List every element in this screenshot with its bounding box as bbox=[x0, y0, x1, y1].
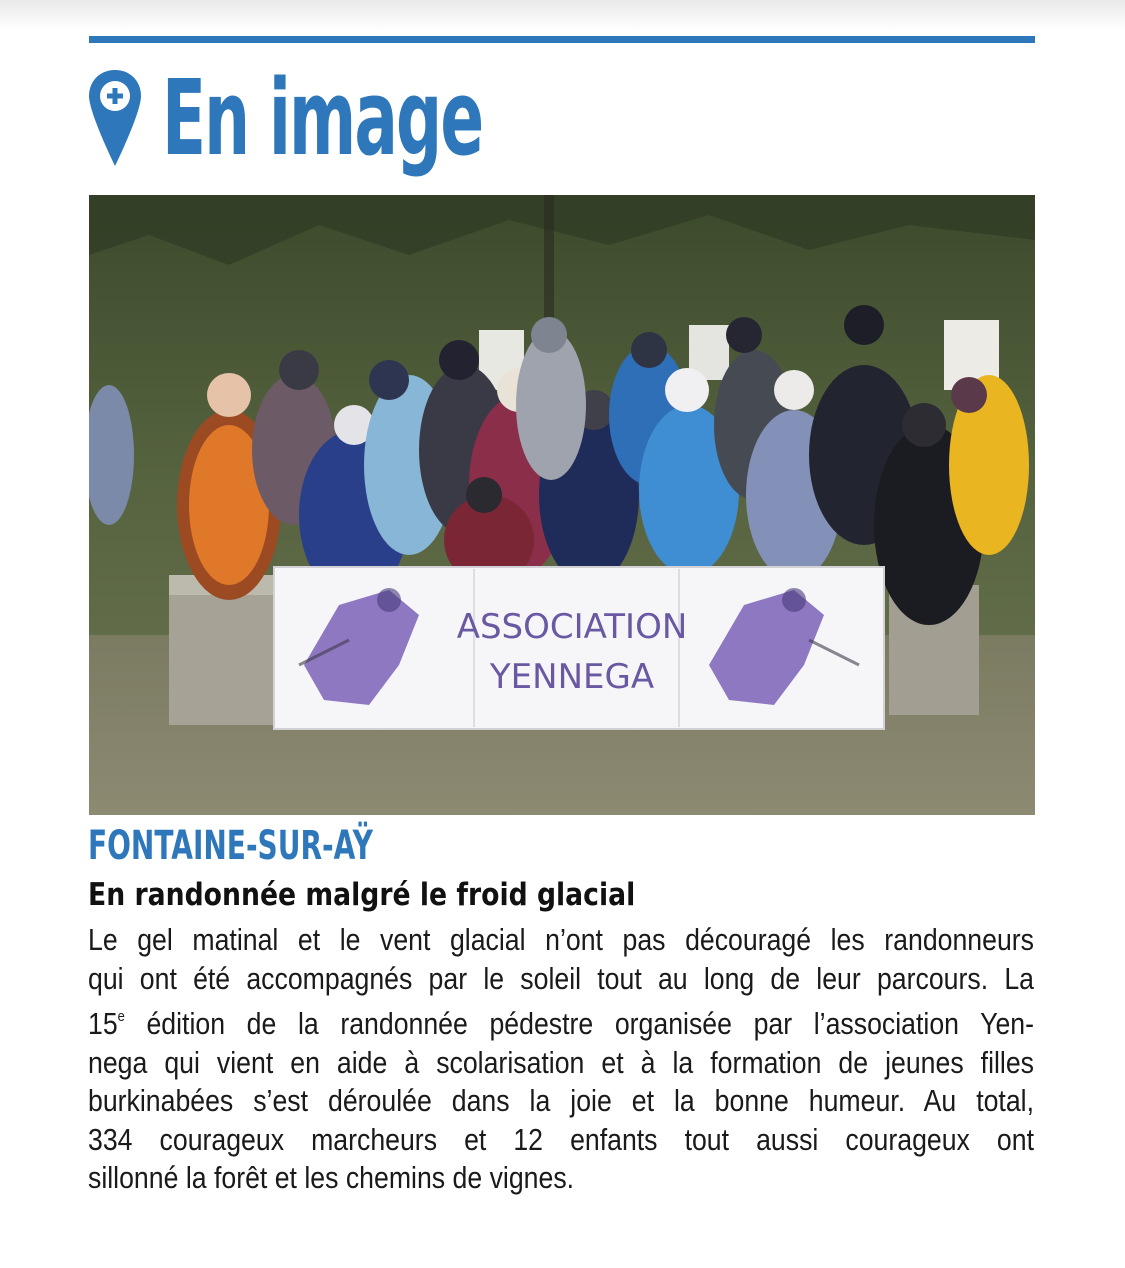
edition-number: 15 bbox=[88, 1006, 118, 1041]
body-line: nega qui vient en aide à scolarisation et à la formation de jeunes filles bbox=[88, 1044, 1034, 1080]
article-location: FONTAINE-SUR-AŸ bbox=[88, 823, 373, 869]
body-line: sillonné la forêt et les chemins de vignes. bbox=[88, 1160, 575, 1195]
body-line: 334 courageux marcheurs et 12 enfants tout aussi courageux ont bbox=[88, 1121, 1034, 1157]
banner-line-2: YENNEGA bbox=[489, 657, 655, 697]
map-pin-plus-icon bbox=[86, 66, 144, 170]
section-title: En image bbox=[162, 57, 483, 179]
page-top-shade bbox=[0, 0, 1125, 30]
article-headline: En randonnée malgré le froid glacial bbox=[88, 877, 636, 913]
banner-line-1: ASSOCIATION bbox=[456, 607, 688, 647]
body-line-text: édition de la randonnée pédestre organisée par l’association Yen- bbox=[124, 1006, 1035, 1041]
body-line: Le gel matinal et le vent glacial n’ont pas découragé les randonneurs bbox=[88, 922, 1034, 957]
section-top-rule bbox=[89, 36, 1035, 43]
ordinal-suffix: e bbox=[117, 1008, 125, 1025]
body-line bbox=[88, 998, 1034, 1044]
body-line: burkinabées s’est déroulée dans la joie et la bonne humeur. Au total, bbox=[88, 1083, 1034, 1118]
section-header bbox=[86, 58, 678, 178]
article-body bbox=[88, 921, 1034, 1198]
group-photo bbox=[89, 195, 1035, 815]
body-line: qui ont été accompagnés par le soleil tout au long de leur parcours. La bbox=[88, 960, 1034, 996]
